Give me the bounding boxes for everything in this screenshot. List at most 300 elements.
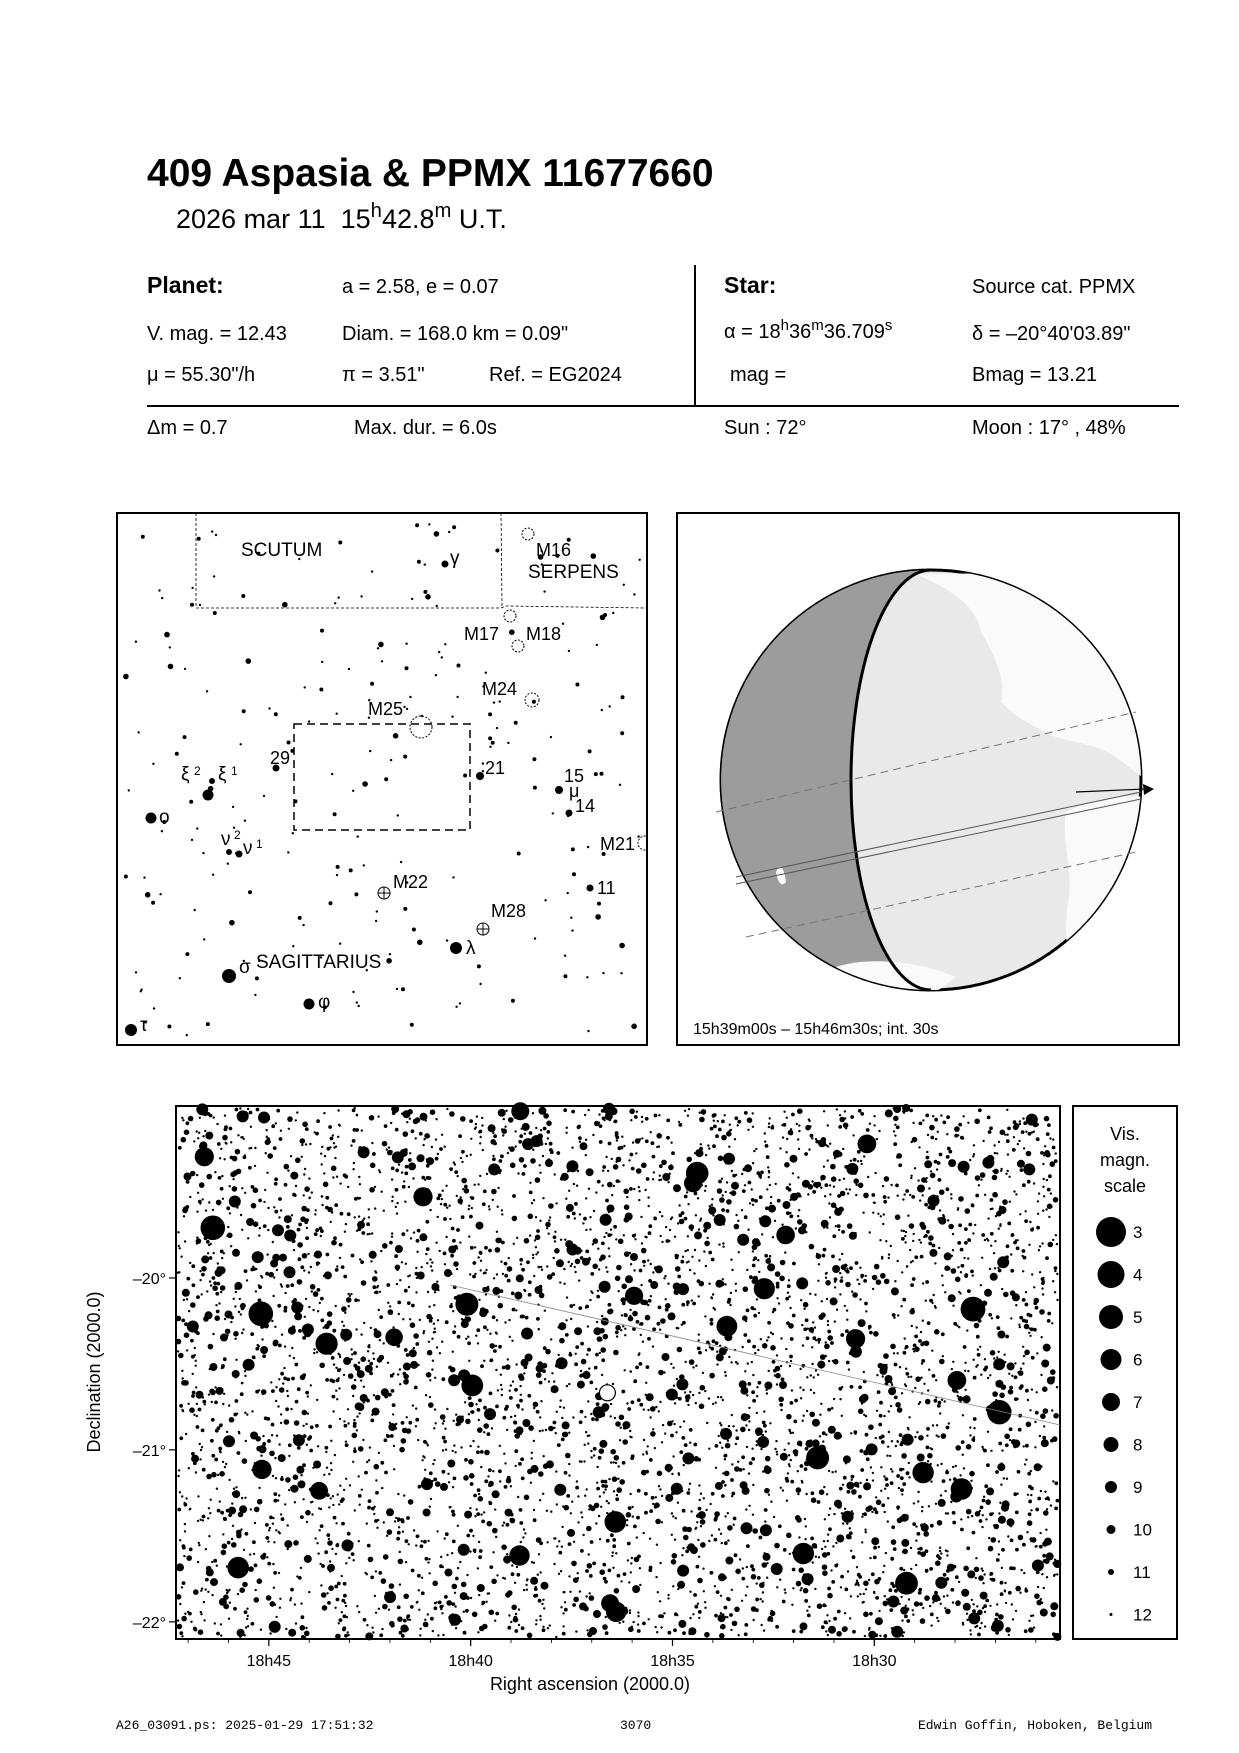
chart-star	[844, 1612, 846, 1614]
chart-star	[852, 1292, 858, 1298]
chart-star	[656, 1146, 658, 1148]
chart-star	[428, 1402, 434, 1408]
chart-star	[1031, 1537, 1037, 1543]
chart-star	[434, 1408, 436, 1410]
chart-star	[701, 1184, 703, 1186]
chart-star	[675, 1266, 681, 1272]
chart-star	[258, 1234, 260, 1236]
chart-star	[743, 1286, 749, 1292]
chart-star	[250, 1147, 252, 1149]
chart-star	[901, 1271, 903, 1273]
chart-star	[636, 1536, 638, 1538]
chart-star	[938, 1401, 942, 1405]
chart-star	[981, 1233, 985, 1237]
label-serpens: SERPENS	[528, 562, 619, 583]
chart-star	[1033, 1328, 1037, 1332]
chart-star	[345, 1441, 347, 1443]
chart-star	[537, 1539, 539, 1541]
chart-star	[209, 1512, 211, 1514]
chart-star	[592, 1243, 594, 1245]
chart-star	[724, 1606, 728, 1610]
chart-star	[272, 1517, 274, 1519]
chart-star	[1043, 1425, 1045, 1427]
chart-star	[362, 1219, 364, 1221]
chart-star	[664, 1275, 666, 1277]
chart-star	[851, 1291, 853, 1293]
chart-star	[765, 1389, 767, 1391]
chart-star	[672, 1585, 674, 1587]
chart-star	[648, 1224, 652, 1228]
chart-star	[202, 1400, 206, 1404]
chart-star	[612, 1551, 614, 1553]
chart-star	[888, 1410, 890, 1412]
finder-star	[381, 660, 383, 662]
chart-star	[865, 1433, 869, 1437]
chart-star	[863, 1601, 865, 1603]
chart-star	[881, 1257, 883, 1259]
chart-star	[619, 1513, 621, 1515]
chart-star	[255, 1347, 259, 1351]
chart-star	[756, 1386, 758, 1388]
chart-star	[866, 1128, 870, 1132]
chart-star	[669, 1422, 671, 1424]
chart-star	[989, 1512, 993, 1516]
chart-star	[996, 1315, 1000, 1319]
chart-star	[632, 1311, 638, 1317]
chart-star	[519, 1521, 523, 1525]
finder-star	[263, 795, 265, 797]
chart-star	[366, 1573, 368, 1575]
chart-star	[589, 1299, 591, 1301]
finder-star	[292, 945, 294, 947]
chart-star	[887, 1196, 889, 1198]
chart-star	[587, 1632, 593, 1638]
finder-star	[363, 864, 365, 866]
chart-star	[482, 1202, 486, 1206]
chart-star	[330, 1469, 332, 1471]
chart-star	[415, 1418, 419, 1422]
chart-star	[921, 1177, 927, 1183]
chart-star	[1040, 1374, 1042, 1376]
chart-star	[590, 1540, 594, 1544]
chart-star	[477, 1446, 479, 1448]
chart-star	[553, 1257, 555, 1259]
chart-star	[345, 1605, 347, 1607]
chart-star	[726, 1209, 730, 1213]
chart-star	[802, 1389, 804, 1391]
chart-star	[658, 1114, 660, 1116]
chart-star	[682, 1509, 686, 1513]
chart-star	[1022, 1298, 1026, 1302]
chart-star	[196, 1211, 198, 1213]
chart-star	[228, 1618, 230, 1620]
chart-star	[327, 1311, 333, 1317]
chart-star	[666, 1119, 670, 1123]
chart-star	[253, 1553, 255, 1555]
chart-star	[1052, 1480, 1054, 1482]
chart-star	[998, 1614, 1004, 1620]
chart-star	[849, 1266, 853, 1270]
chart-star	[752, 1204, 754, 1206]
chart-star	[539, 1499, 541, 1501]
chart-star	[582, 1258, 590, 1266]
chart-star	[776, 1282, 780, 1286]
chart-star	[982, 1514, 984, 1516]
chart-star	[821, 1625, 825, 1629]
chart-star	[643, 1408, 645, 1410]
chart-star	[874, 1331, 876, 1333]
chart-star	[970, 1480, 972, 1482]
chart-star	[1025, 1353, 1027, 1355]
chart-star	[311, 1513, 313, 1515]
chart-star	[905, 1345, 909, 1349]
chart-star	[955, 1465, 957, 1467]
chart-star	[601, 1484, 605, 1488]
chart-star	[821, 1300, 823, 1302]
chart-star	[636, 1168, 642, 1174]
chart-star	[682, 1321, 686, 1325]
chart-star	[827, 1324, 829, 1326]
chart-star	[719, 1220, 723, 1224]
chart-star	[977, 1633, 981, 1637]
chart-star	[577, 1572, 579, 1574]
chart-star	[863, 1193, 869, 1199]
chart-star	[309, 1449, 313, 1453]
chart-star	[212, 1285, 218, 1291]
chart-star	[216, 1565, 218, 1567]
chart-star	[587, 1325, 589, 1327]
chart-star	[634, 1557, 640, 1563]
chart-star	[608, 1247, 610, 1249]
chart-star	[300, 1567, 302, 1569]
chart-star	[1005, 1443, 1009, 1447]
finder-star	[319, 688, 323, 692]
chart-star	[1015, 1586, 1021, 1592]
chart-star	[810, 1574, 812, 1576]
chart-star	[776, 1586, 778, 1588]
chart-star	[454, 1605, 456, 1607]
chart-star	[950, 1501, 952, 1503]
chart-star	[268, 1310, 272, 1314]
chart-star	[533, 1275, 535, 1277]
chart-star	[739, 1558, 741, 1560]
chart-star	[827, 1593, 833, 1599]
chart-star	[300, 1474, 302, 1476]
chart-star	[860, 1112, 864, 1116]
chart-star	[452, 1540, 456, 1544]
chart-star	[790, 1193, 798, 1201]
chart-star	[313, 1348, 315, 1350]
chart-star	[600, 1214, 612, 1226]
chart-star	[351, 1384, 357, 1390]
chart-star	[720, 1283, 722, 1285]
chart-star	[179, 1491, 181, 1493]
chart-star	[449, 1506, 451, 1508]
chart-star	[1050, 1192, 1052, 1194]
chart-star	[251, 1622, 255, 1626]
chart-star	[455, 1293, 478, 1316]
chart-star	[782, 1600, 786, 1604]
chart-star	[373, 1394, 375, 1396]
chart-star	[635, 1366, 639, 1370]
chart-star	[999, 1225, 1001, 1227]
chart-star	[757, 1576, 761, 1580]
chart-star	[333, 1363, 335, 1365]
chart-star	[672, 1455, 674, 1457]
finder-star	[567, 892, 569, 894]
chart-star	[687, 1235, 689, 1237]
chart-star	[229, 1212, 231, 1214]
chart-star	[833, 1186, 835, 1188]
chart-star	[339, 1356, 341, 1358]
chart-star	[979, 1627, 981, 1629]
chart-star	[903, 1569, 905, 1571]
chart-star	[934, 1262, 936, 1264]
chart-star	[797, 1215, 799, 1217]
chart-star	[227, 1541, 231, 1545]
chart-star	[982, 1582, 984, 1584]
chart-star	[510, 1416, 512, 1418]
chart-star	[1022, 1183, 1026, 1187]
chart-star	[845, 1188, 847, 1190]
chart-star	[674, 1612, 678, 1616]
finder-star	[360, 595, 362, 597]
chart-star	[684, 1443, 688, 1447]
chart-star	[260, 1499, 262, 1501]
chart-star	[619, 1415, 625, 1421]
chart-star	[348, 1305, 350, 1307]
chart-star	[993, 1357, 995, 1359]
chart-star	[415, 1544, 417, 1546]
chart-star	[1013, 1242, 1015, 1244]
chart-star	[1052, 1138, 1054, 1140]
chart-star	[948, 1150, 952, 1154]
chart-star	[747, 1362, 749, 1364]
chart-star	[618, 1239, 624, 1245]
chart-star	[825, 1341, 827, 1343]
chart-star	[655, 1265, 663, 1273]
chart-star	[466, 1316, 472, 1322]
chart-star	[930, 1170, 932, 1172]
chart-star	[618, 1290, 620, 1292]
chart-star	[360, 1379, 362, 1381]
chart-star	[825, 1277, 827, 1279]
star-chart	[70, 1090, 1180, 1710]
chart-star	[426, 1176, 430, 1180]
chart-star	[334, 1585, 338, 1589]
chart-star	[642, 1341, 644, 1343]
chart-star	[479, 1251, 483, 1255]
chart-star	[1001, 1548, 1005, 1552]
finder-chart	[116, 512, 648, 1046]
finder-star	[184, 668, 186, 670]
star-sigma	[222, 969, 236, 983]
chart-star	[178, 1245, 180, 1247]
chart-star	[489, 1610, 495, 1616]
chart-star	[871, 1537, 879, 1545]
chart-star	[585, 1569, 589, 1573]
chart-star	[437, 1216, 439, 1218]
chart-star	[468, 1360, 470, 1362]
finder-star	[356, 1001, 358, 1003]
chart-star	[530, 1482, 532, 1484]
chart-star	[969, 1471, 975, 1477]
chart-star	[316, 1333, 338, 1355]
chart-star	[509, 1396, 513, 1400]
chart-star	[338, 1387, 340, 1389]
chart-star	[658, 1614, 662, 1618]
chart-star	[225, 1311, 233, 1319]
chart-star	[367, 1506, 371, 1510]
chart-star	[737, 1120, 741, 1124]
chart-star	[699, 1499, 701, 1501]
chart-star	[692, 1366, 694, 1368]
chart-star	[305, 1298, 307, 1300]
chart-star	[748, 1420, 750, 1422]
chart-star	[455, 1414, 457, 1416]
chart-star	[371, 1232, 373, 1234]
chart-star	[714, 1614, 718, 1618]
finder-star	[161, 830, 163, 832]
chart-star	[419, 1319, 421, 1321]
chart-star	[344, 1231, 346, 1233]
chart-star	[492, 1528, 498, 1534]
chart-star	[570, 1265, 572, 1267]
chart-star	[752, 1514, 754, 1516]
chart-star	[566, 1494, 570, 1498]
chart-star	[1045, 1256, 1049, 1260]
chart-star	[395, 1427, 397, 1429]
chart-star	[1008, 1373, 1010, 1375]
chart-star	[655, 1519, 661, 1525]
chart-star	[428, 1341, 430, 1343]
chart-star	[506, 1429, 508, 1431]
chart-star	[267, 1207, 269, 1209]
chart-star	[196, 1295, 200, 1299]
chart-star	[914, 1601, 920, 1607]
chart-star	[235, 1291, 237, 1293]
chart-star	[795, 1515, 801, 1521]
chart-star	[907, 1215, 909, 1217]
finder-star	[320, 629, 324, 633]
chart-star	[715, 1402, 717, 1404]
chart-star	[386, 1535, 388, 1537]
chart-star	[926, 1230, 930, 1234]
chart-star	[939, 1359, 945, 1365]
chart-star	[673, 1423, 675, 1425]
chart-star	[618, 1180, 620, 1182]
label-sagittarius: SAGITTARIUS	[256, 952, 382, 973]
chart-star	[397, 1493, 399, 1495]
chart-star	[211, 1561, 213, 1563]
chart-star	[202, 1468, 206, 1472]
chart-star	[569, 1352, 571, 1354]
chart-star	[873, 1202, 875, 1204]
chart-star	[796, 1581, 802, 1587]
chart-star	[573, 1597, 579, 1603]
chart-star	[506, 1478, 512, 1484]
chart-star	[415, 1407, 417, 1409]
chart-star	[298, 1576, 302, 1580]
chart-star	[839, 1114, 841, 1116]
chart-star	[876, 1138, 878, 1140]
chart-star	[601, 1242, 605, 1246]
finder-star	[619, 784, 621, 786]
chart-star	[826, 1493, 828, 1495]
chart-star	[878, 1610, 880, 1612]
chart-star	[761, 1233, 763, 1235]
chart-star	[766, 1339, 768, 1341]
chart-star	[314, 1232, 318, 1236]
chart-star	[695, 1365, 697, 1367]
finder-star	[401, 987, 405, 991]
sun-elongation: Sun : 72°	[724, 417, 807, 439]
chart-star	[198, 1200, 202, 1204]
chart-star	[699, 1112, 701, 1114]
chart-star	[673, 1283, 681, 1291]
chart-star	[698, 1392, 700, 1394]
finder-star	[206, 690, 208, 692]
chart-star	[182, 1289, 190, 1297]
chart-star	[624, 1328, 626, 1330]
chart-star	[792, 1629, 796, 1633]
chart-star	[770, 1202, 772, 1204]
chart-star	[912, 1260, 914, 1262]
chart-star	[817, 1603, 823, 1609]
chart-star	[735, 1361, 737, 1363]
chart-star	[930, 1613, 934, 1617]
chart-star	[970, 1306, 974, 1310]
chart-star	[603, 1491, 605, 1493]
chart-star	[812, 1561, 814, 1563]
chart-star	[942, 1284, 944, 1286]
chart-star	[402, 1185, 406, 1189]
chart-star	[827, 1533, 829, 1535]
chart-star	[442, 1436, 446, 1440]
chart-star	[533, 1440, 535, 1442]
chart-star	[1000, 1581, 1004, 1585]
chart-star	[910, 1283, 914, 1287]
chart-star	[964, 1227, 968, 1231]
chart-star	[354, 1107, 356, 1109]
chart-star	[415, 1137, 417, 1139]
chart-star	[582, 1534, 584, 1536]
chart-star	[524, 1495, 530, 1501]
chart-star	[709, 1373, 715, 1379]
chart-star	[712, 1293, 714, 1295]
chart-star	[425, 1220, 429, 1224]
chart-star	[581, 1359, 587, 1365]
chart-star	[291, 1347, 293, 1349]
chart-star	[304, 1316, 306, 1318]
chart-star	[646, 1393, 654, 1401]
chart-star	[604, 1488, 606, 1490]
chart-star	[429, 1379, 431, 1381]
planet-reference: Ref. = EG2024	[489, 364, 622, 386]
chart-star	[746, 1394, 748, 1396]
chart-star	[252, 1460, 271, 1479]
chart-star	[502, 1366, 506, 1370]
chart-star	[212, 1219, 216, 1223]
chart-star	[844, 1110, 846, 1112]
chart-star	[593, 1210, 595, 1212]
chart-star	[316, 1542, 318, 1544]
chart-star	[630, 1119, 632, 1121]
chart-star	[395, 1423, 397, 1425]
chart-star	[960, 1518, 962, 1520]
chart-star	[284, 1345, 286, 1347]
chart-star	[590, 1450, 592, 1452]
